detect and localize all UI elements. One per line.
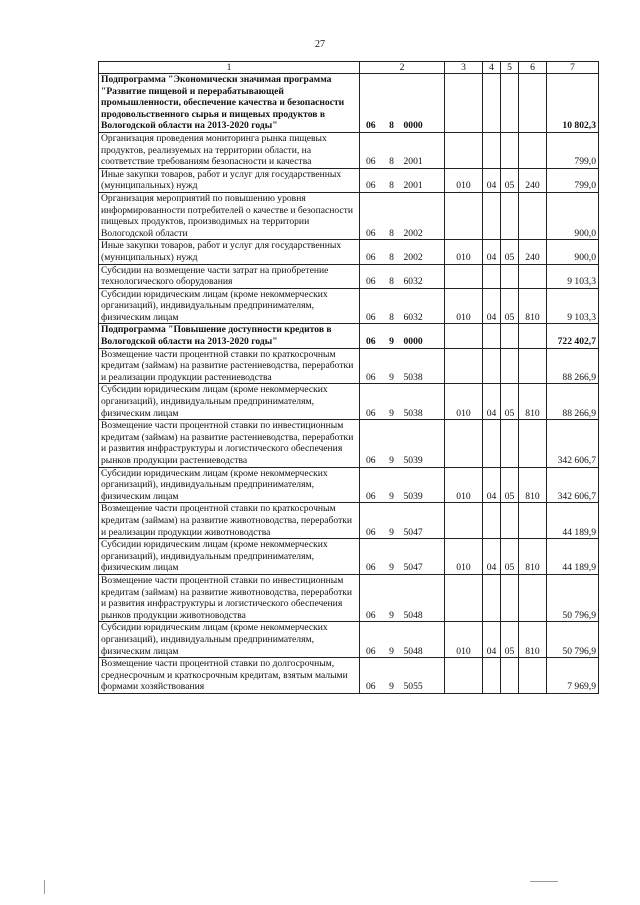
cell-amount: 799,0 bbox=[547, 132, 599, 168]
cell-e: 04 bbox=[483, 467, 501, 503]
cell-e bbox=[483, 658, 501, 694]
cell-d bbox=[445, 192, 483, 239]
cell-g: 810 bbox=[519, 288, 547, 324]
cell-f bbox=[501, 574, 519, 621]
cell-name: Организация проведения мониторинга рынка пищевых продуктов, реализуемых на территории области, на соответствие требованиям безопасности и качества bbox=[99, 132, 360, 168]
cell-f: 05 bbox=[501, 168, 519, 192]
cell-b: 9 bbox=[382, 467, 402, 503]
cell-c: 5047 bbox=[402, 539, 445, 575]
cell-g bbox=[519, 503, 547, 539]
cell-e bbox=[483, 264, 501, 288]
cell-d: 010 bbox=[445, 384, 483, 420]
cell-a: 06 bbox=[360, 324, 382, 348]
cell-name: Организация мероприятий по повышению уровня информированности потребителей о качестве и безопасности пищевых продуктов, производимых на территории Вологодской области bbox=[99, 192, 360, 239]
cell-c: 5048 bbox=[402, 622, 445, 658]
cell-amount: 50 796,9 bbox=[547, 574, 599, 621]
table-row bbox=[99, 574, 599, 621]
table-row bbox=[99, 264, 599, 288]
page-number: 27 bbox=[315, 39, 325, 50]
cell-g: 810 bbox=[519, 467, 547, 503]
cell-f bbox=[501, 74, 519, 133]
cell-f bbox=[501, 264, 519, 288]
cell-g: 810 bbox=[519, 539, 547, 575]
cell-name: Возмещение части процентной ставки по инвестиционным кредитам (займам) на развитие животноводства, переработки и развития инфраструктуры и логистического обеспечения рынков продукции животноводства bbox=[99, 574, 360, 621]
cell-f: 05 bbox=[501, 467, 519, 503]
cell-c: 2002 bbox=[402, 240, 445, 264]
cell-b: 9 bbox=[382, 384, 402, 420]
cell-a: 06 bbox=[360, 503, 382, 539]
cell-amount: 799,0 bbox=[547, 168, 599, 192]
cell-a: 06 bbox=[360, 658, 382, 694]
table-row bbox=[99, 240, 599, 264]
cell-a: 06 bbox=[360, 348, 382, 384]
cell-c: 0000 bbox=[402, 74, 445, 133]
cell-b: 9 bbox=[382, 503, 402, 539]
cell-d: 010 bbox=[445, 539, 483, 575]
cell-name: Возмещение части процентной ставки по инвестиционным кредитам (займам) на развитие растениеводства, переработки и развития инфраструктуры и логистического обеспечения рынков продукции растениеводства bbox=[99, 420, 360, 467]
table-row bbox=[99, 288, 599, 324]
header-col-7: 7 bbox=[547, 62, 599, 74]
cell-c: 5048 bbox=[402, 574, 445, 621]
cell-e bbox=[483, 348, 501, 384]
cell-amount: 900,0 bbox=[547, 192, 599, 239]
cell-d bbox=[445, 348, 483, 384]
cell-f bbox=[501, 192, 519, 239]
cell-c: 5039 bbox=[402, 420, 445, 467]
cell-b: 8 bbox=[382, 264, 402, 288]
cell-a: 06 bbox=[360, 264, 382, 288]
cell-g bbox=[519, 420, 547, 467]
cell-e: 04 bbox=[483, 622, 501, 658]
cell-e: 04 bbox=[483, 539, 501, 575]
cell-d: 010 bbox=[445, 622, 483, 658]
cell-a: 06 bbox=[360, 240, 382, 264]
cell-a: 06 bbox=[360, 192, 382, 239]
cell-a: 06 bbox=[360, 622, 382, 658]
cell-e bbox=[483, 574, 501, 621]
cell-c: 2001 bbox=[402, 168, 445, 192]
cell-b: 9 bbox=[382, 420, 402, 467]
cell-d: 010 bbox=[445, 168, 483, 192]
cell-a: 06 bbox=[360, 420, 382, 467]
cell-d bbox=[445, 264, 483, 288]
cell-b: 8 bbox=[382, 192, 402, 239]
cell-a: 06 bbox=[360, 74, 382, 133]
cell-b: 8 bbox=[382, 132, 402, 168]
cell-g: 810 bbox=[519, 622, 547, 658]
cell-c: 5055 bbox=[402, 658, 445, 694]
table-row bbox=[99, 192, 599, 239]
cell-f bbox=[501, 503, 519, 539]
cell-c: 5047 bbox=[402, 503, 445, 539]
budget-table bbox=[98, 61, 599, 694]
cell-a: 06 bbox=[360, 384, 382, 420]
cell-name: Возмещение части процентной ставки по краткосрочным кредитам (займам) на развитие растениеводства, переработки и реализации продукции растениеводства bbox=[99, 348, 360, 384]
cell-b: 8 bbox=[382, 74, 402, 133]
cell-b: 9 bbox=[382, 658, 402, 694]
cell-f: 05 bbox=[501, 240, 519, 264]
scan-mark bbox=[44, 880, 45, 894]
cell-amount: 10 802,3 bbox=[547, 74, 599, 133]
cell-amount: 342 606,7 bbox=[547, 420, 599, 467]
cell-e: 04 bbox=[483, 168, 501, 192]
cell-e: 04 bbox=[483, 384, 501, 420]
cell-f: 05 bbox=[501, 622, 519, 658]
cell-d bbox=[445, 574, 483, 621]
cell-g bbox=[519, 574, 547, 621]
cell-name: Подпрограмма "Повышение доступности кредитов в Вологодской области на 2013-2020 годы" bbox=[99, 324, 360, 348]
header-col-1: 1 bbox=[99, 62, 360, 74]
cell-g bbox=[519, 132, 547, 168]
cell-e bbox=[483, 503, 501, 539]
cell-e bbox=[483, 420, 501, 467]
cell-b: 9 bbox=[382, 324, 402, 348]
cell-name: Возмещение части процентной ставки по краткосрочным кредитам (займам) на развитие животноводства, переработки и реализации продукции животноводства bbox=[99, 503, 360, 539]
cell-b: 8 bbox=[382, 288, 402, 324]
cell-amount: 88 266,9 bbox=[547, 384, 599, 420]
cell-d bbox=[445, 658, 483, 694]
table-row bbox=[99, 503, 599, 539]
table-row bbox=[99, 384, 599, 420]
cell-a: 06 bbox=[360, 539, 382, 575]
cell-d: 010 bbox=[445, 467, 483, 503]
cell-f bbox=[501, 420, 519, 467]
cell-a: 06 bbox=[360, 574, 382, 621]
cell-amount: 50 796,9 bbox=[547, 622, 599, 658]
cell-amount: 9 103,3 bbox=[547, 264, 599, 288]
table-row bbox=[99, 348, 599, 384]
cell-d bbox=[445, 503, 483, 539]
cell-e bbox=[483, 324, 501, 348]
cell-b: 9 bbox=[382, 348, 402, 384]
cell-name: Субсидии на возмещение части затрат на приобретение технологического оборудования bbox=[99, 264, 360, 288]
table-row bbox=[99, 168, 599, 192]
cell-d bbox=[445, 132, 483, 168]
cell-a: 06 bbox=[360, 467, 382, 503]
cell-d: 010 bbox=[445, 288, 483, 324]
cell-f bbox=[501, 348, 519, 384]
cell-c: 5038 bbox=[402, 384, 445, 420]
cell-g bbox=[519, 264, 547, 288]
cell-g bbox=[519, 192, 547, 239]
table-row bbox=[99, 132, 599, 168]
cell-b: 8 bbox=[382, 240, 402, 264]
cell-d bbox=[445, 324, 483, 348]
table-row bbox=[99, 74, 599, 133]
cell-b: 8 bbox=[382, 168, 402, 192]
cell-e bbox=[483, 74, 501, 133]
cell-f: 05 bbox=[501, 288, 519, 324]
cell-c: 6032 bbox=[402, 264, 445, 288]
cell-name: Иные закупки товаров, работ и услуг для государственных (муниципальных) нужд bbox=[99, 168, 360, 192]
cell-g: 240 bbox=[519, 240, 547, 264]
cell-d: 010 bbox=[445, 240, 483, 264]
header-col-5: 5 bbox=[501, 62, 519, 74]
cell-g bbox=[519, 74, 547, 133]
cell-g bbox=[519, 348, 547, 384]
cell-d bbox=[445, 420, 483, 467]
cell-c: 2001 bbox=[402, 132, 445, 168]
cell-name: Субсидии юридическим лицам (кроме некоммерческих организаций), индивидуальным предпринимателям, физическим лицам bbox=[99, 622, 360, 658]
table-row bbox=[99, 420, 599, 467]
cell-d bbox=[445, 74, 483, 133]
cell-amount: 44 189,9 bbox=[547, 539, 599, 575]
cell-e: 04 bbox=[483, 288, 501, 324]
cell-amount: 7 969,9 bbox=[547, 658, 599, 694]
cell-g bbox=[519, 658, 547, 694]
cell-a: 06 bbox=[360, 132, 382, 168]
cell-b: 9 bbox=[382, 539, 402, 575]
cell-amount: 342 606,7 bbox=[547, 467, 599, 503]
cell-amount: 44 189,9 bbox=[547, 503, 599, 539]
cell-name: Возмещение части процентной ставки по долгосрочным, среднесрочным и краткосрочным кредитам, взятым малыми формами хозяйствования bbox=[99, 658, 360, 694]
table-row bbox=[99, 539, 599, 575]
cell-name: Субсидии юридическим лицам (кроме некоммерческих организаций), индивидуальным предпринимателям, физическим лицам bbox=[99, 467, 360, 503]
header-col-4: 4 bbox=[483, 62, 501, 74]
cell-g: 810 bbox=[519, 384, 547, 420]
cell-g: 240 bbox=[519, 168, 547, 192]
scan-mark bbox=[530, 881, 558, 882]
cell-e bbox=[483, 132, 501, 168]
cell-g bbox=[519, 324, 547, 348]
cell-name: Субсидии юридическим лицам (кроме некоммерческих организаций), индивидуальным предпринимателям, физическим лицам bbox=[99, 384, 360, 420]
cell-f: 05 bbox=[501, 384, 519, 420]
cell-c: 5039 bbox=[402, 467, 445, 503]
cell-c: 6032 bbox=[402, 288, 445, 324]
header-col-6: 6 bbox=[519, 62, 547, 74]
cell-name: Иные закупки товаров, работ и услуг для государственных (муниципальных) нужд bbox=[99, 240, 360, 264]
cell-e: 04 bbox=[483, 240, 501, 264]
header-col-3: 3 bbox=[445, 62, 483, 74]
cell-c: 0000 bbox=[402, 324, 445, 348]
table-row bbox=[99, 658, 599, 694]
cell-amount: 9 103,3 bbox=[547, 288, 599, 324]
cell-f bbox=[501, 658, 519, 694]
cell-name: Субсидии юридическим лицам (кроме некоммерческих организаций), индивидуальным предпринимателям, физическим лицам bbox=[99, 288, 360, 324]
cell-f bbox=[501, 132, 519, 168]
cell-f bbox=[501, 324, 519, 348]
cell-amount: 88 266,9 bbox=[547, 348, 599, 384]
cell-amount: 900,0 bbox=[547, 240, 599, 264]
cell-a: 06 bbox=[360, 168, 382, 192]
cell-name: Подпрограмма "Экономически значимая программа "Развитие пищевой и перерабатывающей промышленности, обеспечение качества и безопасности продовольственного сырья и пищевых продуктов в Вологодской области на 2013-2020 годы" bbox=[99, 74, 360, 133]
cell-b: 9 bbox=[382, 622, 402, 658]
cell-f: 05 bbox=[501, 539, 519, 575]
header-row bbox=[99, 62, 599, 74]
cell-b: 9 bbox=[382, 574, 402, 621]
cell-amount: 722 402,7 bbox=[547, 324, 599, 348]
cell-c: 5038 bbox=[402, 348, 445, 384]
cell-c: 2002 bbox=[402, 192, 445, 239]
table-row bbox=[99, 467, 599, 503]
cell-name: Субсидии юридическим лицам (кроме некоммерческих организаций), индивидуальным предпринимателям, физическим лицам bbox=[99, 539, 360, 575]
table-row bbox=[99, 324, 599, 348]
cell-e bbox=[483, 192, 501, 239]
header-col-2: 2 bbox=[360, 62, 445, 74]
table-row bbox=[99, 622, 599, 658]
cell-a: 06 bbox=[360, 288, 382, 324]
